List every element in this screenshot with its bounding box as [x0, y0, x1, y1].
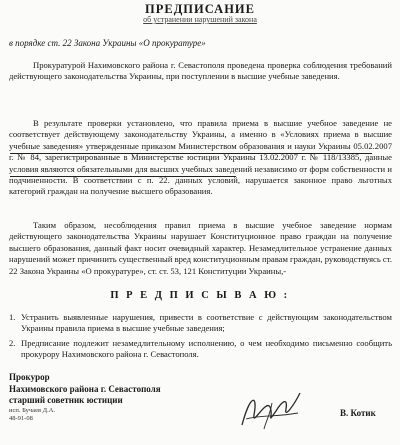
- document-subtitle: об устранении нарушений закона: [143, 15, 257, 24]
- list-item-number: 2.: [9, 337, 16, 348]
- decree-heading: П Р Е Д П И С Ы В А Ю :: [110, 290, 290, 301]
- decree-list: [9, 312, 392, 364]
- signatory-block: [9, 372, 161, 423]
- list-item-text: Устранить выявленные нарушения, привести в соответствие с действующим законодательством Украины правила приема в высшие учебные заведения;: [21, 312, 392, 334]
- executor-phone: 48-91-08: [9, 414, 33, 422]
- paragraph-conclusion: Таким образом, несоблюдения правил приема в высшие учебное заведение нормам действующего законодательства Украины нарушает Конституционное право граждан на получение высшего образования, данный факт носит очевидный характер. Незамедлительное устранение данных нарушений может причинить существенный вред конституционным правам граждан, руководствуясь ст. 22 Закона Украины «О прокуратуре», ст. ст. 53, 121 Конституции Украины,-: [9, 220, 392, 276]
- document-title: ПРЕДПИСАНИЕ: [145, 2, 255, 16]
- underline-mark: [10, 153, 372, 154]
- signatory-position: Прокурор: [9, 372, 50, 382]
- list-item-number: 1.: [9, 312, 16, 322]
- legal-basis: в порядке ст. 22 Закона Украины «О прокуратуре»: [9, 38, 206, 48]
- list-item: [9, 338, 392, 361]
- executor-note: исп. Бучаев Д.А.: [9, 406, 56, 414]
- paragraph-findings: В результате проверки установлено, что правила приема в высшие учебное заведение не соответствует действующему законодательству Украины, а именно в «Условиях приема в высшие учебные заведения» утвержденные приказом Министерством образования и науки Украины 05.02.2007 г. № 84, зарегистрированные в Министерстве юстиции Украины 13.02.2007 г. № 118/13385, данные условия являются обязательными для высших учебных заведений независимо от форм собственности и подчиненности. В соответствии с п. 22. данных условий, нарушается законное право льготных категорий граждан на получение высшего образования.: [9, 118, 392, 197]
- list-item: [9, 312, 392, 335]
- signatory-name: В. Котик: [340, 408, 376, 418]
- list-item-text: Предписание подлежит незамедлительному исполнению, о чем необходимо письменно сообщить прокурору Нахимовского района г. Севастополя.: [21, 337, 392, 360]
- signatory-rank: старший советник юстиции: [9, 395, 123, 406]
- paragraph-inspection: Прокуратурой Нахимовского района г. Севастополя проведена проверка соблюдения требований действующего законодательства Украины, при поступлении в высшие учебные заведения.: [9, 60, 392, 82]
- handwritten-signature: [236, 385, 306, 433]
- signatory-office: Нахимовского района г. Севастополя: [9, 383, 161, 394]
- underline-mark: [10, 176, 236, 177]
